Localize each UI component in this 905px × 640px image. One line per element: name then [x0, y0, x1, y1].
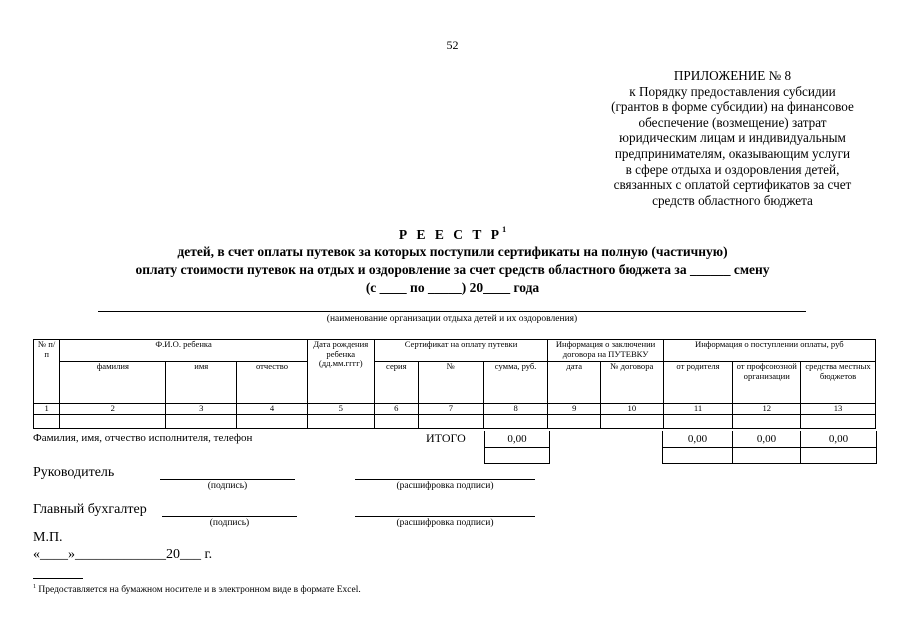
- column-number: 2: [60, 404, 166, 415]
- accountant-signature-line[interactable]: [162, 516, 297, 517]
- total-payment-box: [662, 431, 877, 464]
- column-number: 7: [419, 404, 484, 415]
- executor-label: Фамилия, имя, отчество исполнителя, телефон: [33, 432, 253, 444]
- total-parent: 0,00: [663, 431, 732, 448]
- accountant-decode-line[interactable]: [355, 516, 535, 517]
- table-cell[interactable]: [307, 414, 374, 428]
- footnote-text: Предоставляется на бумажном носителе и в электронном виде в формате Excel.: [38, 585, 361, 596]
- appendix-line: юридическим лицам и индивидуальным: [619, 130, 846, 146]
- col-header-name: имя: [166, 362, 237, 404]
- total-union-col: [733, 431, 801, 463]
- column-number: 9: [548, 404, 601, 415]
- total-local-col: [801, 431, 876, 463]
- table-cell[interactable]: [34, 414, 60, 428]
- col-header-amount: сумма, руб.: [483, 362, 548, 404]
- table-cell[interactable]: [801, 414, 876, 428]
- col-header-fio: Ф.И.О. ребенка: [60, 340, 308, 362]
- head-label: Руководитель: [33, 465, 115, 480]
- col-header-series: серия: [374, 362, 418, 404]
- column-number: 12: [733, 404, 801, 415]
- column-number: 3: [166, 404, 237, 415]
- table-cell[interactable]: [60, 414, 166, 428]
- col-header-cert: Сертификат на оплату путевки: [374, 340, 548, 362]
- footnote-number: 1: [33, 584, 36, 590]
- col-header-surname: фамилия: [60, 362, 166, 404]
- col-header-payment: Информация о поступлении оплаты, руб: [663, 340, 875, 362]
- column-number: 1: [34, 404, 60, 415]
- col-header-union: от профсоюзной организации: [733, 362, 801, 404]
- register-title-text: Р Е Е С Т Р: [398, 227, 503, 242]
- col-header-local: средства местных бюджетов: [801, 362, 876, 404]
- head-signature-line[interactable]: [160, 479, 295, 480]
- register-subtitle-line1: детей, в счет оплаты путевок за которых поступили сертификаты на полную (частичную): [177, 244, 728, 259]
- column-number: 13: [801, 404, 876, 415]
- table-cell[interactable]: [483, 414, 548, 428]
- register-table: [33, 339, 876, 429]
- appendix-line: (грантов в форме субсидии) на финансовое: [611, 99, 854, 115]
- total-union: 0,00: [733, 431, 800, 448]
- accountant-label: Главный бухгалтер: [33, 502, 147, 517]
- head-decode-line[interactable]: [355, 479, 535, 480]
- register-subtitle-line2: оплату стоимости путевок на отдых и оздоровление за счет средств областного бюджета за ______ смену: [135, 262, 770, 277]
- total-amount: 0,00: [485, 431, 549, 448]
- col-header-cert-num: №: [419, 362, 484, 404]
- accountant-decode-caption: (расшифровка подписи): [396, 518, 494, 528]
- col-header-contract-num: № договора: [601, 362, 664, 404]
- stamp-label: М.П.: [33, 530, 63, 545]
- col-header-birth: Дата рождения ребенка (дд.мм.гггг): [307, 340, 374, 404]
- column-number: 11: [663, 404, 733, 415]
- appendix-title: ПРИЛОЖЕНИЕ № 8: [673, 68, 792, 83]
- total-amount-box: [484, 431, 550, 464]
- total-parent-col: [663, 431, 733, 463]
- accountant-signature-caption: (подпись): [209, 518, 250, 528]
- table-row: [34, 414, 876, 428]
- column-number: 5: [307, 404, 374, 415]
- appendix-line: обеспечение (возмещение) затрат: [638, 114, 827, 130]
- register-subtitle-line3: (с ____ по _____) 20____ года: [365, 280, 540, 295]
- column-number: 10: [601, 404, 664, 415]
- org-name-caption: (наименование организации отдыха детей и их оздоровления): [326, 314, 578, 324]
- date-line: «____»_____________20___ г.: [33, 547, 213, 562]
- col-header-date: дата: [548, 362, 601, 404]
- appendix-line: в сфере отдыха и оздоровления детей,: [625, 161, 840, 177]
- appendix-line: к Порядку предоставления субсидии: [629, 83, 836, 99]
- head-decode-caption: (расшифровка подписи): [396, 481, 494, 491]
- total-local: 0,00: [801, 431, 876, 448]
- col-header-parent: от родителя: [663, 362, 733, 404]
- column-number: 8: [483, 404, 548, 415]
- col-header-num: № п/п: [34, 340, 60, 404]
- appendix-line: связанных с оплатой сертификатов за счет: [613, 177, 852, 193]
- column-number: 4: [237, 404, 308, 415]
- table-cell[interactable]: [166, 414, 237, 428]
- footnote-mark: 1: [502, 225, 507, 234]
- org-name-line: [98, 311, 806, 312]
- table-cell[interactable]: [733, 414, 801, 428]
- table-cell[interactable]: [601, 414, 664, 428]
- footnote: [33, 584, 361, 595]
- table-cell[interactable]: [548, 414, 601, 428]
- footnote-separator: [33, 578, 83, 579]
- column-number: 6: [374, 404, 418, 415]
- total-label: ИТОГО: [426, 431, 466, 445]
- register-title: [0, 227, 905, 243]
- page-number: 52: [446, 38, 459, 52]
- table-cell[interactable]: [419, 414, 484, 428]
- head-signature-caption: (подпись): [207, 481, 248, 491]
- table-cell[interactable]: [237, 414, 308, 428]
- column-number-row: [34, 404, 876, 415]
- col-header-contract: Информация о заключении договора на ПУТЕВКУ: [548, 340, 663, 362]
- appendix-line: предпринимателям, оказывающим услуги: [614, 145, 851, 161]
- appendix-line: средств областного бюджета: [652, 192, 813, 208]
- col-header-patronymic: отчество: [237, 362, 308, 404]
- appendix-block: [560, 68, 905, 208]
- table-cell[interactable]: [374, 414, 418, 428]
- table-cell[interactable]: [663, 414, 733, 428]
